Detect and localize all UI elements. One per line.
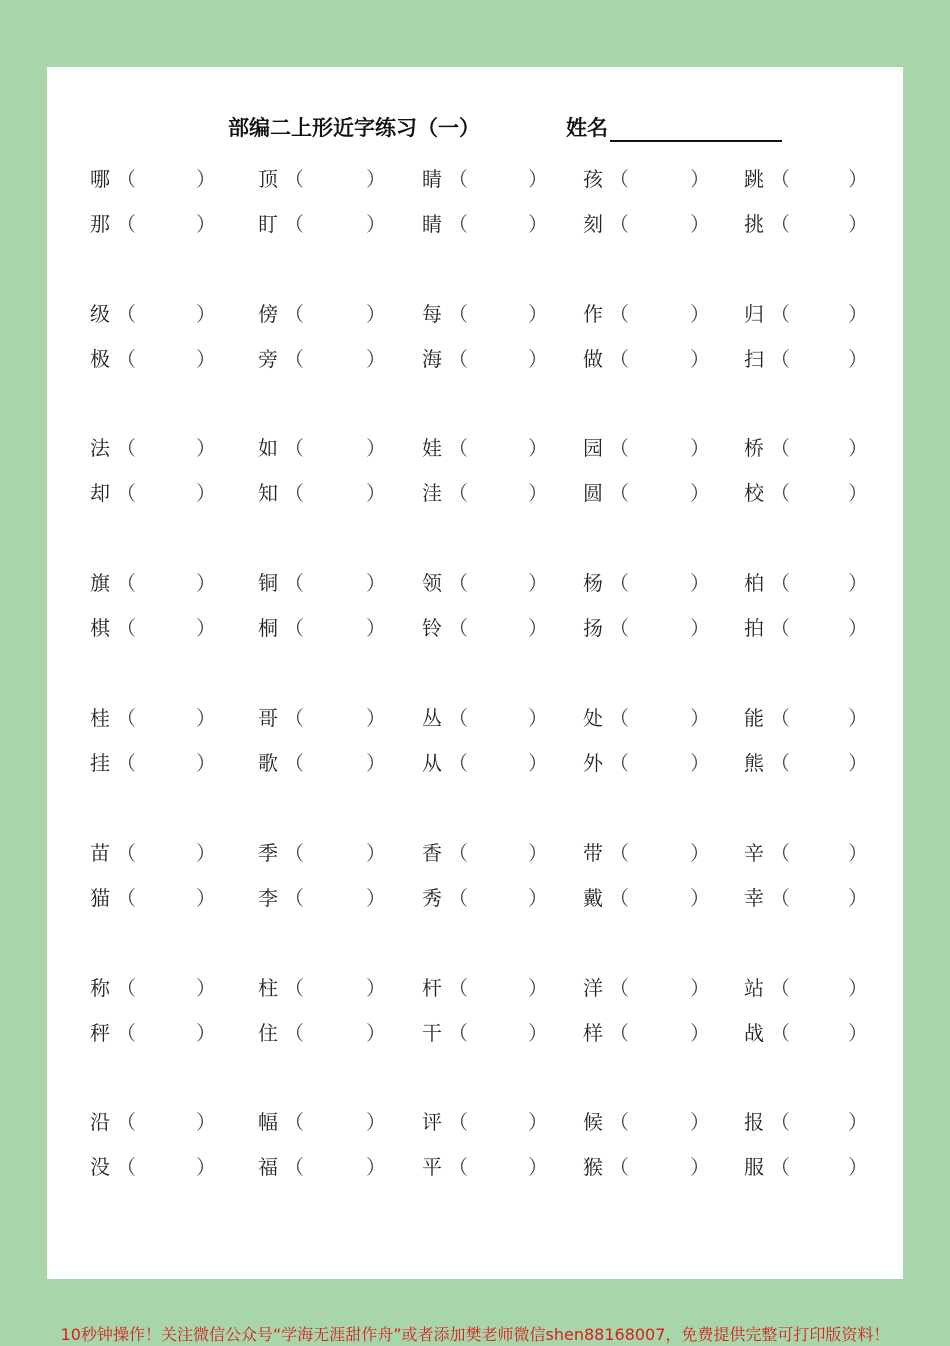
close-paren: ） <box>366 1021 386 1045</box>
close-paren: ） <box>196 302 216 326</box>
exercise-row <box>0 882 950 912</box>
worksheet-paper <box>47 67 903 1279</box>
char-glyph: 李 <box>258 886 278 910</box>
exercise-row <box>0 612 950 642</box>
open-paren: （ <box>770 616 790 640</box>
name-blank-line[interactable] <box>610 140 782 142</box>
char-glyph: 如 <box>258 436 278 460</box>
footer-banner: 10秒钟操作！关注微信公众号“学海无涯甜作舟”或者添加樊老师微信shen88168007，免费提供完整可打印版资料！ <box>60 1325 890 1344</box>
close-paren: ） <box>366 1110 386 1134</box>
char-glyph: 桂 <box>90 706 110 730</box>
exercise-row <box>0 208 950 238</box>
char-glyph: 娃 <box>422 436 442 460</box>
char-glyph: 戴 <box>583 886 603 910</box>
close-paren: ） <box>848 751 868 775</box>
open-paren: （ <box>770 481 790 505</box>
open-paren: （ <box>116 571 136 595</box>
char-glyph: 杨 <box>583 571 603 595</box>
open-paren: （ <box>284 571 304 595</box>
char-glyph: 外 <box>583 751 603 775</box>
close-paren: ） <box>848 302 868 326</box>
close-paren: ） <box>690 347 710 371</box>
open-paren: （ <box>284 976 304 1000</box>
close-paren: ） <box>848 481 868 505</box>
exercise-row <box>0 972 950 1002</box>
char-glyph: 盯 <box>258 212 278 236</box>
char-glyph: 战 <box>744 1021 764 1045</box>
exercise-row <box>0 343 950 373</box>
exercise-row <box>0 1017 950 1047</box>
close-paren: ） <box>848 1110 868 1134</box>
char-glyph: 做 <box>583 347 603 371</box>
char-glyph: 熊 <box>744 751 764 775</box>
close-paren: ） <box>690 481 710 505</box>
close-paren: ） <box>366 167 386 191</box>
open-paren: （ <box>770 751 790 775</box>
char-glyph: 归 <box>744 302 764 326</box>
char-glyph: 园 <box>583 436 603 460</box>
close-paren: ） <box>690 167 710 191</box>
char-glyph: 海 <box>422 347 442 371</box>
title-row <box>0 112 950 148</box>
close-paren: ） <box>690 1110 710 1134</box>
char-glyph: 跳 <box>744 167 764 191</box>
open-paren: （ <box>284 1021 304 1045</box>
char-glyph: 秀 <box>422 886 442 910</box>
close-paren: ） <box>690 1155 710 1179</box>
close-paren: ） <box>528 841 548 865</box>
open-paren: （ <box>116 886 136 910</box>
char-glyph: 报 <box>744 1110 764 1134</box>
char-glyph: 沿 <box>90 1110 110 1134</box>
open-paren: （ <box>770 1110 790 1134</box>
close-paren: ） <box>366 751 386 775</box>
char-glyph: 桐 <box>258 616 278 640</box>
open-paren: （ <box>609 347 629 371</box>
char-glyph: 杆 <box>422 976 442 1000</box>
close-paren: ） <box>690 751 710 775</box>
open-paren: （ <box>448 571 468 595</box>
open-paren: （ <box>284 1155 304 1179</box>
open-paren: （ <box>284 841 304 865</box>
open-paren: （ <box>770 841 790 865</box>
char-glyph: 那 <box>90 212 110 236</box>
open-paren: （ <box>284 751 304 775</box>
close-paren: ） <box>366 347 386 371</box>
close-paren: ） <box>528 212 548 236</box>
exercise-row <box>0 1106 950 1136</box>
close-paren: ） <box>366 976 386 1000</box>
char-glyph: 拍 <box>744 616 764 640</box>
char-glyph: 幅 <box>258 1110 278 1134</box>
close-paren: ） <box>528 706 548 730</box>
char-glyph: 级 <box>90 302 110 326</box>
close-paren: ） <box>528 436 548 460</box>
open-paren: （ <box>116 616 136 640</box>
open-paren: （ <box>116 841 136 865</box>
char-glyph: 称 <box>90 976 110 1000</box>
open-paren: （ <box>448 841 468 865</box>
open-paren: （ <box>448 347 468 371</box>
char-glyph: 傍 <box>258 302 278 326</box>
close-paren: ） <box>528 616 548 640</box>
close-paren: ） <box>366 571 386 595</box>
open-paren: （ <box>609 886 629 910</box>
open-paren: （ <box>770 302 790 326</box>
close-paren: ） <box>528 167 548 191</box>
open-paren: （ <box>284 616 304 640</box>
char-glyph: 极 <box>90 347 110 371</box>
open-paren: （ <box>284 302 304 326</box>
close-paren: ） <box>848 706 868 730</box>
close-paren: ） <box>690 212 710 236</box>
close-paren: ） <box>690 841 710 865</box>
close-paren: ） <box>690 976 710 1000</box>
char-glyph: 哥 <box>258 706 278 730</box>
open-paren: （ <box>770 706 790 730</box>
close-paren: ） <box>690 436 710 460</box>
close-paren: ） <box>848 212 868 236</box>
char-glyph: 知 <box>258 481 278 505</box>
char-glyph: 柱 <box>258 976 278 1000</box>
close-paren: ） <box>366 436 386 460</box>
open-paren: （ <box>609 1021 629 1045</box>
char-glyph: 平 <box>422 1155 442 1179</box>
open-paren: （ <box>770 976 790 1000</box>
char-glyph: 干 <box>422 1021 442 1045</box>
close-paren: ） <box>690 706 710 730</box>
close-paren: ） <box>196 212 216 236</box>
open-paren: （ <box>284 481 304 505</box>
close-paren: ） <box>528 571 548 595</box>
open-paren: （ <box>448 212 468 236</box>
close-paren: ） <box>848 976 868 1000</box>
open-paren: （ <box>609 212 629 236</box>
char-glyph: 桥 <box>744 436 764 460</box>
close-paren: ） <box>366 841 386 865</box>
close-paren: ） <box>690 302 710 326</box>
close-paren: ） <box>528 976 548 1000</box>
open-paren: （ <box>448 1155 468 1179</box>
char-glyph: 作 <box>583 302 603 326</box>
close-paren: ） <box>528 1155 548 1179</box>
char-glyph: 校 <box>744 481 764 505</box>
open-paren: （ <box>609 167 629 191</box>
open-paren: （ <box>116 976 136 1000</box>
char-glyph: 扬 <box>583 616 603 640</box>
close-paren: ） <box>848 347 868 371</box>
char-glyph: 站 <box>744 976 764 1000</box>
char-glyph: 挑 <box>744 212 764 236</box>
close-paren: ） <box>528 347 548 371</box>
char-glyph: 丛 <box>422 706 442 730</box>
char-glyph: 幸 <box>744 886 764 910</box>
char-glyph: 香 <box>422 841 442 865</box>
open-paren: （ <box>284 167 304 191</box>
char-glyph: 顶 <box>258 167 278 191</box>
close-paren: ） <box>528 302 548 326</box>
char-glyph: 扫 <box>744 347 764 371</box>
close-paren: ） <box>848 571 868 595</box>
open-paren: （ <box>770 886 790 910</box>
close-paren: ） <box>528 1110 548 1134</box>
open-paren: （ <box>609 436 629 460</box>
exercise-row <box>0 298 950 328</box>
char-glyph: 能 <box>744 706 764 730</box>
worksheet-title: 部编二上形近字练习（一） <box>228 115 480 140</box>
close-paren: ） <box>366 706 386 730</box>
char-glyph: 睛 <box>422 212 442 236</box>
close-paren: ） <box>196 1110 216 1134</box>
open-paren: （ <box>770 571 790 595</box>
open-paren: （ <box>770 347 790 371</box>
close-paren: ） <box>196 1021 216 1045</box>
close-paren: ） <box>196 751 216 775</box>
char-glyph: 猫 <box>90 886 110 910</box>
open-paren: （ <box>770 1021 790 1045</box>
close-paren: ） <box>366 616 386 640</box>
close-paren: ） <box>366 886 386 910</box>
close-paren: ） <box>196 481 216 505</box>
exercise-row <box>0 702 950 732</box>
close-paren: ） <box>690 616 710 640</box>
open-paren: （ <box>116 347 136 371</box>
open-paren: （ <box>284 1110 304 1134</box>
close-paren: ） <box>196 347 216 371</box>
char-glyph: 评 <box>422 1110 442 1134</box>
close-paren: ） <box>690 571 710 595</box>
open-paren: （ <box>609 976 629 1000</box>
open-paren: （ <box>116 1021 136 1045</box>
close-paren: ） <box>196 706 216 730</box>
close-paren: ） <box>528 886 548 910</box>
char-glyph: 孩 <box>583 167 603 191</box>
close-paren: ） <box>366 1155 386 1179</box>
open-paren: （ <box>116 436 136 460</box>
close-paren: ） <box>690 886 710 910</box>
open-paren: （ <box>448 886 468 910</box>
char-glyph: 铃 <box>422 616 442 640</box>
close-paren: ） <box>196 167 216 191</box>
open-paren: （ <box>116 706 136 730</box>
close-paren: ） <box>848 841 868 865</box>
open-paren: （ <box>609 481 629 505</box>
close-paren: ） <box>196 436 216 460</box>
char-glyph: 服 <box>744 1155 764 1179</box>
exercise-row <box>0 163 950 193</box>
exercise-row <box>0 747 950 777</box>
close-paren: ） <box>528 481 548 505</box>
open-paren: （ <box>116 481 136 505</box>
open-paren: （ <box>609 302 629 326</box>
open-paren: （ <box>609 706 629 730</box>
close-paren: ） <box>848 167 868 191</box>
close-paren: ） <box>848 1021 868 1045</box>
open-paren: （ <box>448 1021 468 1045</box>
close-paren: ） <box>848 616 868 640</box>
open-paren: （ <box>609 571 629 595</box>
close-paren: ） <box>690 1021 710 1045</box>
open-paren: （ <box>116 212 136 236</box>
char-glyph: 旁 <box>258 347 278 371</box>
char-glyph: 挂 <box>90 751 110 775</box>
char-glyph: 从 <box>422 751 442 775</box>
open-paren: （ <box>609 616 629 640</box>
open-paren: （ <box>448 436 468 460</box>
open-paren: （ <box>609 1155 629 1179</box>
close-paren: ） <box>196 616 216 640</box>
open-paren: （ <box>284 347 304 371</box>
open-paren: （ <box>448 302 468 326</box>
char-glyph: 每 <box>422 302 442 326</box>
open-paren: （ <box>770 167 790 191</box>
open-paren: （ <box>284 436 304 460</box>
exercise-row <box>0 1151 950 1181</box>
char-glyph: 洼 <box>422 481 442 505</box>
open-paren: （ <box>770 436 790 460</box>
char-glyph: 猴 <box>583 1155 603 1179</box>
open-paren: （ <box>116 1155 136 1179</box>
exercise-row <box>0 567 950 597</box>
open-paren: （ <box>448 976 468 1000</box>
close-paren: ） <box>196 841 216 865</box>
close-paren: ） <box>528 1021 548 1045</box>
char-glyph: 棋 <box>90 616 110 640</box>
open-paren: （ <box>770 1155 790 1179</box>
close-paren: ） <box>848 1155 868 1179</box>
close-paren: ） <box>366 212 386 236</box>
char-glyph: 候 <box>583 1110 603 1134</box>
char-glyph: 秤 <box>90 1021 110 1045</box>
char-glyph: 辛 <box>744 841 764 865</box>
char-glyph: 刻 <box>583 212 603 236</box>
open-paren: （ <box>448 1110 468 1134</box>
open-paren: （ <box>116 167 136 191</box>
close-paren: ） <box>366 481 386 505</box>
exercise-row <box>0 477 950 507</box>
open-paren: （ <box>448 167 468 191</box>
char-glyph: 没 <box>90 1155 110 1179</box>
open-paren: （ <box>448 616 468 640</box>
char-glyph: 带 <box>583 841 603 865</box>
open-paren: （ <box>284 706 304 730</box>
exercise-row <box>0 432 950 462</box>
open-paren: （ <box>284 886 304 910</box>
close-paren: ） <box>196 886 216 910</box>
close-paren: ） <box>366 302 386 326</box>
open-paren: （ <box>609 751 629 775</box>
char-glyph: 季 <box>258 841 278 865</box>
char-glyph: 住 <box>258 1021 278 1045</box>
char-glyph: 福 <box>258 1155 278 1179</box>
close-paren: ） <box>528 751 548 775</box>
open-paren: （ <box>448 751 468 775</box>
char-glyph: 铜 <box>258 571 278 595</box>
char-glyph: 洋 <box>583 976 603 1000</box>
char-glyph: 苗 <box>90 841 110 865</box>
open-paren: （ <box>609 1110 629 1134</box>
char-glyph: 哪 <box>90 167 110 191</box>
char-glyph: 处 <box>583 706 603 730</box>
close-paren: ） <box>848 436 868 460</box>
close-paren: ） <box>196 976 216 1000</box>
open-paren: （ <box>284 212 304 236</box>
char-glyph: 却 <box>90 481 110 505</box>
close-paren: ） <box>848 886 868 910</box>
char-glyph: 领 <box>422 571 442 595</box>
char-glyph: 样 <box>583 1021 603 1045</box>
char-glyph: 睛 <box>422 167 442 191</box>
exercise-row <box>0 837 950 867</box>
open-paren: （ <box>770 212 790 236</box>
open-paren: （ <box>116 302 136 326</box>
open-paren: （ <box>448 481 468 505</box>
char-glyph: 歌 <box>258 751 278 775</box>
close-paren: ） <box>196 1155 216 1179</box>
open-paren: （ <box>116 1110 136 1134</box>
char-glyph: 旗 <box>90 571 110 595</box>
char-glyph: 柏 <box>744 571 764 595</box>
name-label: 姓名 <box>566 115 608 140</box>
open-paren: （ <box>448 706 468 730</box>
close-paren: ） <box>196 571 216 595</box>
open-paren: （ <box>116 751 136 775</box>
open-paren: （ <box>609 841 629 865</box>
char-glyph: 法 <box>90 436 110 460</box>
char-glyph: 圆 <box>583 481 603 505</box>
